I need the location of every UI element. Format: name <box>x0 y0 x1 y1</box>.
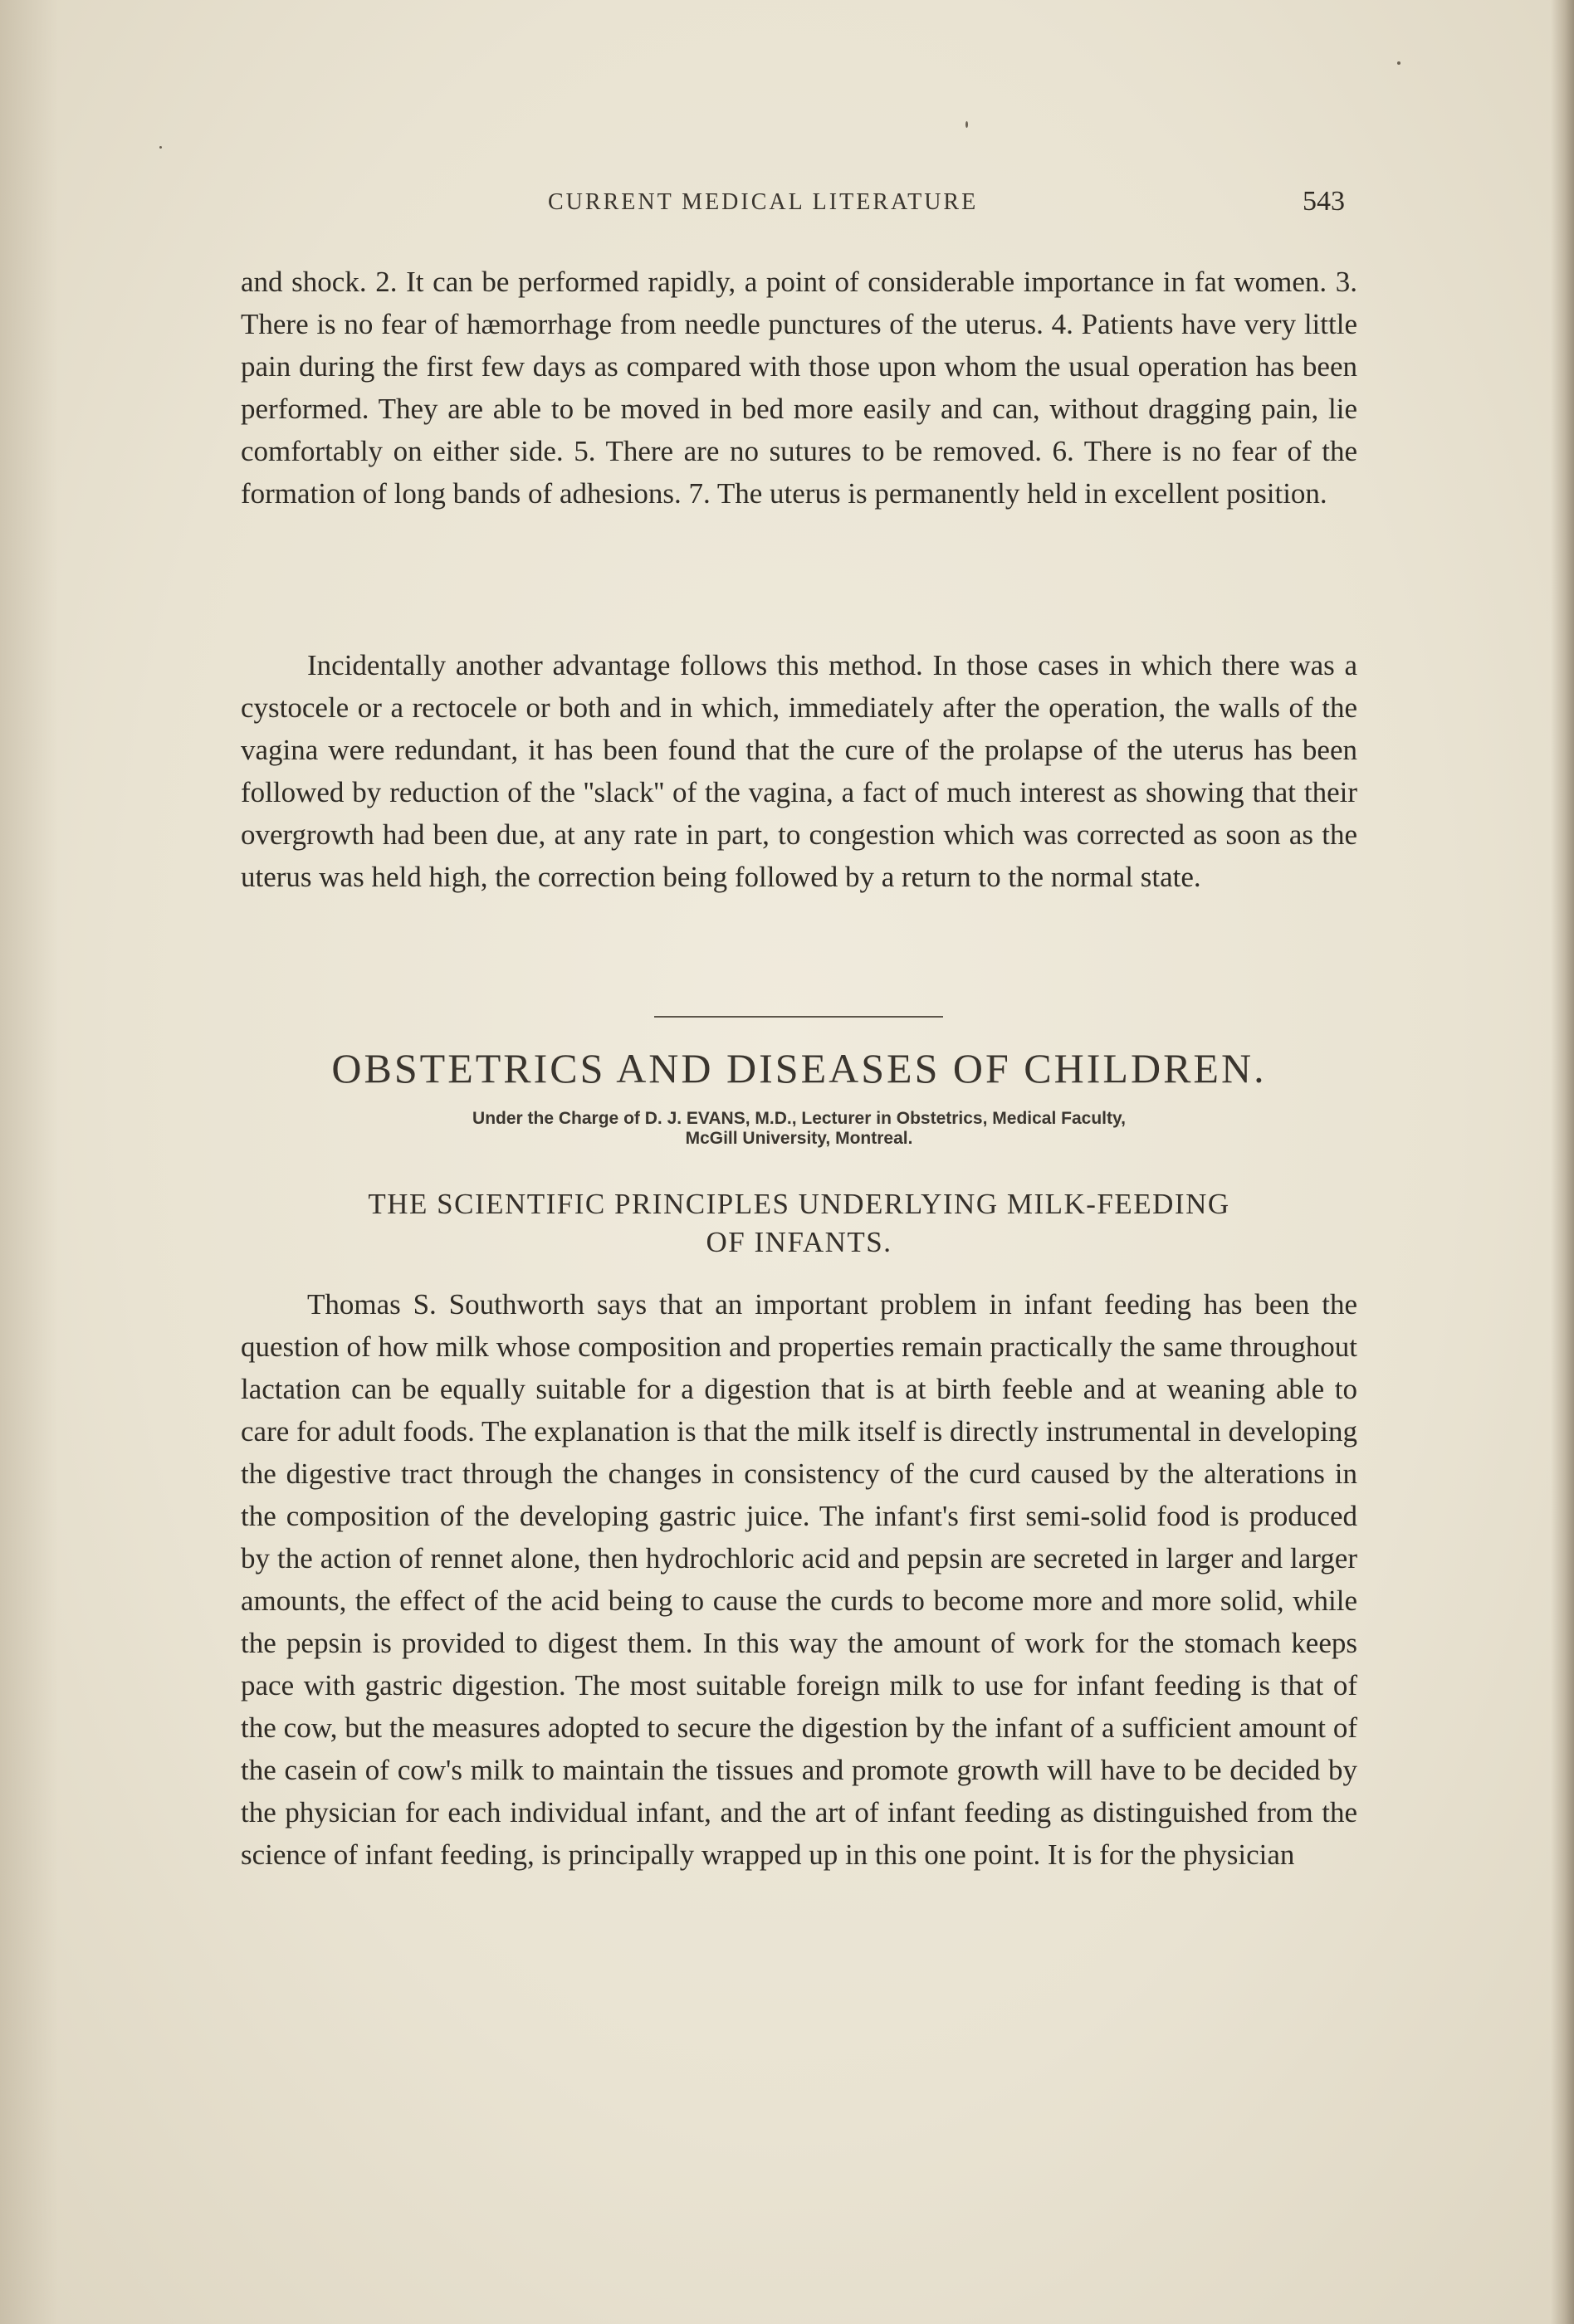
paper-speck <box>965 121 968 128</box>
article-title-line-2: OF INFANTS. <box>706 1226 892 1258</box>
article-title <box>241 1185 1357 1262</box>
section-divider <box>654 1016 943 1018</box>
running-header <box>241 188 1345 221</box>
page-number: 543 <box>1303 186 1345 217</box>
paragraph-southworth: Thomas S. Southworth says that an important problem in infant feeding has been the question of how milk whose composition and properties remain practically the same throughout lactation can be equally suitable for a digestion that is at birth feeble and at weaning able to care for adult foods. The explanation is that the milk itself is directly instrumental in developing the digestive tract through the changes in consistency of the curd caused by the alterations in the composition of the developing gastric juice. The infant's first semi-solid food is produced by the action of rennet alone, then hydrochloric acid and pepsin are secreted in larger and larger amounts, the effect of the acid being to cause the curds to become more and more solid, while the pepsin is provided to digest them. In this way the amount of work for the stomach keeps pace with gastric digestion. The most suitable foreign milk to use for infant feeding is that of the cow, but the measures adopted to secure the digestion by the infant of a sufficient amount of the casein of cow's milk to maintain the tissues and promote growth will have to be decided by the physician for each individual infant, and the art of infant feeding as distinguished from the science of infant feeding, is principally wrapped up in this one point. It is for the physician <box>241 1288 1357 1871</box>
section-editor-credit <box>241 1109 1357 1149</box>
paragraph-incidentally: Incidentally another advantage follows this method. In those cases in which there was a cystocele or a rectocele or both and in which, immediately after the operation, the walls of the vagina were redundant, it has been found that the cure of the prolapse of the uterus has been followed by reduction of the ''slack'' of the vagina, a fact of much interest as showing that their overgrowth had been due, at any rate in part, to congestion which was corrected as soon as the uterus was held high, the correction being followed by a return to the normal state. <box>241 649 1357 893</box>
editor-credit-line-1: Under the Charge of D. J. EVANS, M.D., Lecturer in Obstetrics, Medical Faculty, <box>472 1109 1126 1128</box>
page-gutter-shadow <box>0 0 58 2324</box>
page-edge-shadow <box>1551 0 1574 2324</box>
paper-speck <box>1397 61 1400 65</box>
section-heading: OBSTETRICS AND DISEASES OF CHILDREN. <box>331 1045 1267 1091</box>
article-title-line-1: THE SCIENTIFIC PRINCIPLES UNDERLYING MILK-FEEDING <box>368 1188 1230 1220</box>
running-title: CURRENT MEDICAL LITERATURE <box>548 189 979 215</box>
editor-credit-line-2: McGill University, Montreal. <box>685 1129 913 1148</box>
paper-speck <box>159 146 162 149</box>
paragraph-continued: and shock. 2. It can be performed rapidly, a point of considerable importance in fat women. 3. There is no fear of hæmorrhage from needle punctures of the uterus. 4. Patients have very little pain during the first few days as compared with those upon whom the usual operation has been performed. They are able to be moved in bed more easily and can, without dragging pain, lie comfortably on either side. 5. There are no sutures to be removed. 6. There is no fear of the formation of long bands of adhesions. 7. The uterus is permanently held in excellent position. <box>241 266 1357 510</box>
